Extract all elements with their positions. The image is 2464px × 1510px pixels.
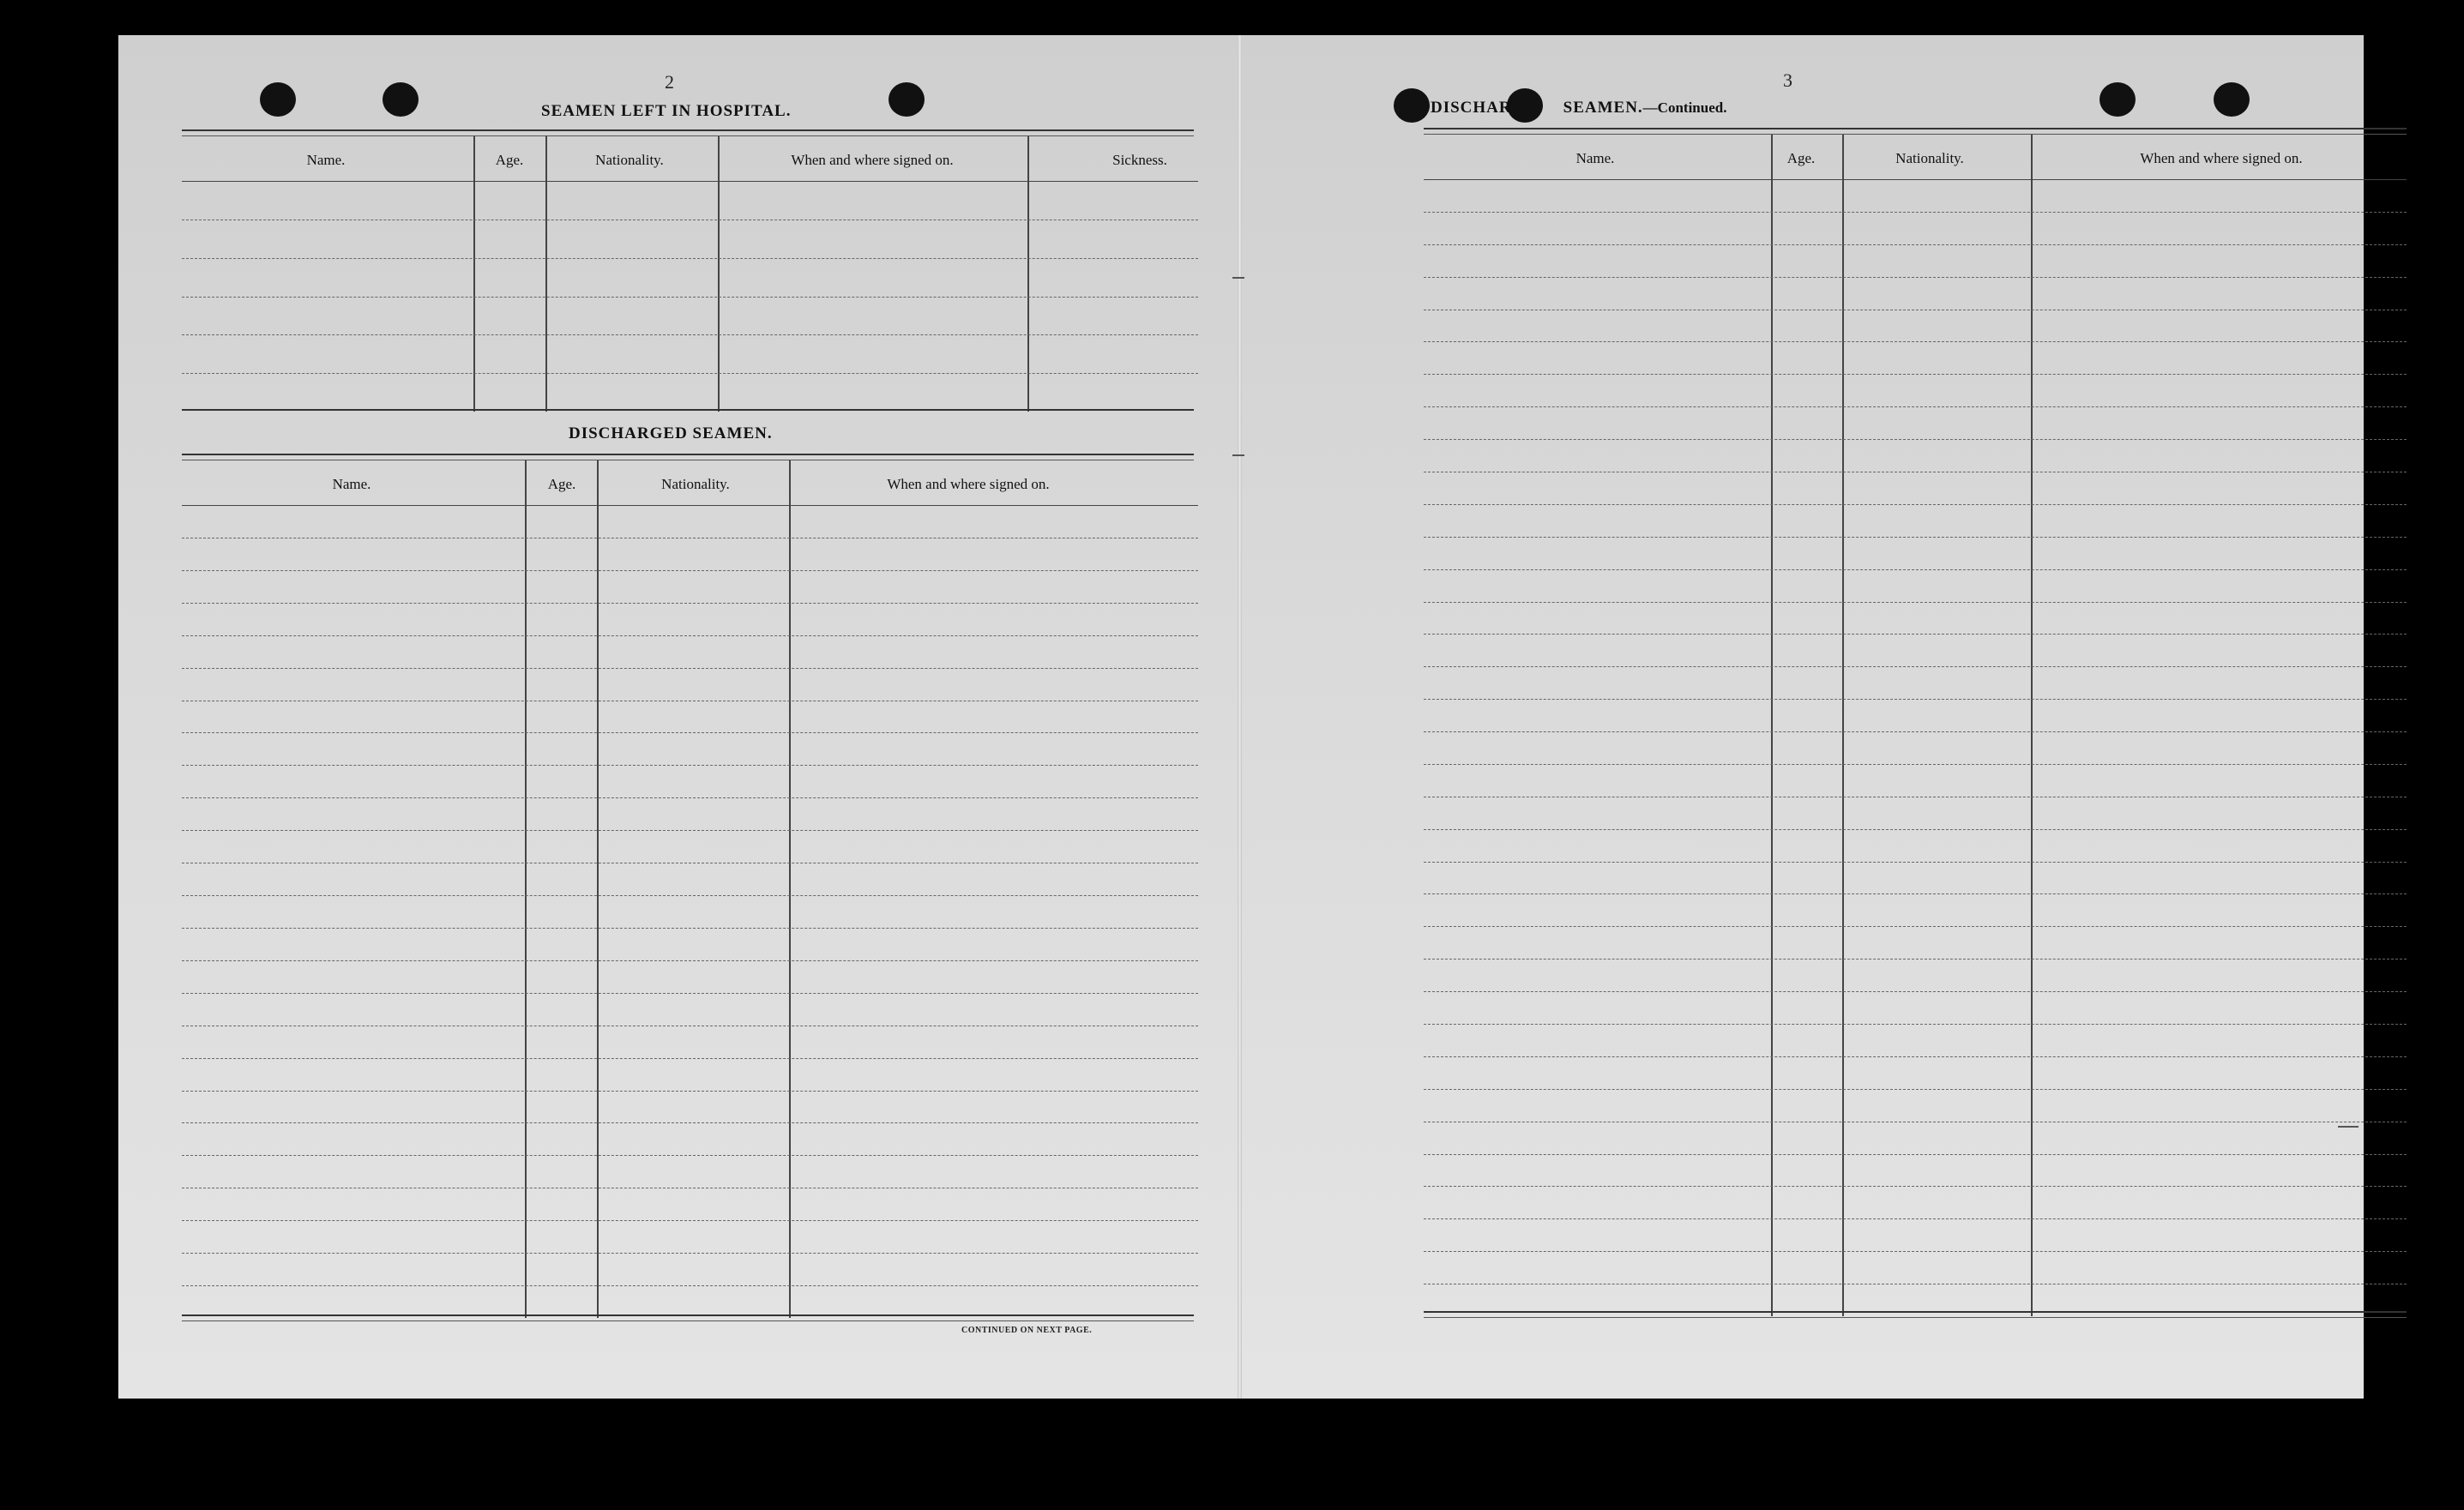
table-row xyxy=(1424,1251,2407,1252)
table-row xyxy=(182,635,1198,636)
table-row xyxy=(1424,1154,2407,1155)
table-row xyxy=(1424,699,2407,700)
table-row xyxy=(1424,1024,2407,1025)
table-row xyxy=(1424,862,2407,863)
table-row xyxy=(182,732,1198,733)
table-row xyxy=(182,1285,1198,1286)
table-row xyxy=(182,765,1198,766)
double-rule xyxy=(182,454,1194,460)
table-row xyxy=(1424,1218,2407,1219)
table-row xyxy=(1424,244,2407,245)
discharged-table xyxy=(1424,135,2407,1316)
double-rule xyxy=(182,129,1194,136)
column-header-age: Age. xyxy=(1786,150,1816,166)
double-rule xyxy=(182,1314,1194,1321)
page-number: 2 xyxy=(665,71,674,93)
table-row xyxy=(1424,504,2407,505)
punch-hole-icon xyxy=(1394,88,1430,123)
table-row xyxy=(182,334,1198,335)
continued-note: CONTINUED ON NEXT PAGE. xyxy=(961,1326,1093,1335)
table-row xyxy=(182,993,1198,994)
table-row xyxy=(1424,666,2407,667)
column-divider xyxy=(1771,135,1773,1316)
table-row xyxy=(182,1122,1198,1123)
discharged-continued-title xyxy=(1431,99,1726,117)
hospital-table xyxy=(182,136,1198,412)
title-continued: —Continued. xyxy=(1642,99,1727,116)
table-row xyxy=(182,960,1198,961)
table-row xyxy=(1424,959,2407,960)
table-row xyxy=(182,297,1198,298)
table-row xyxy=(1424,1186,2407,1187)
left-page xyxy=(118,35,1238,1399)
table-row xyxy=(1424,341,2407,342)
column-header-sickness: Sickness. xyxy=(1112,152,1167,168)
column-divider xyxy=(1027,136,1029,412)
column-header-name: Name. xyxy=(1575,150,1615,166)
column-divider xyxy=(2031,135,2033,1316)
edge-mark xyxy=(2338,1126,2359,1128)
table-row xyxy=(182,1155,1198,1156)
column-divider xyxy=(525,460,527,1318)
punch-hole-icon xyxy=(2214,82,2250,117)
punch-hole-icon xyxy=(383,82,419,117)
column-divider xyxy=(789,460,791,1318)
double-rule xyxy=(1424,128,2407,135)
column-divider xyxy=(597,460,599,1318)
table-row xyxy=(182,668,1198,669)
rule xyxy=(182,409,1194,415)
title-part: SEAMEN. xyxy=(1563,99,1643,117)
column-header-name: Name. xyxy=(332,476,371,492)
table-header xyxy=(1424,135,2407,180)
column-divider xyxy=(718,136,720,412)
document-sheet xyxy=(118,35,2364,1399)
table-row xyxy=(1424,764,2407,765)
table-row xyxy=(1424,277,2407,278)
double-rule xyxy=(1424,1311,2407,1318)
table-row xyxy=(182,1058,1198,1059)
table-row xyxy=(1424,634,2407,635)
table-row xyxy=(1424,602,2407,603)
table-row xyxy=(182,928,1198,929)
column-header-signed-on: When and where signed on. xyxy=(887,476,1050,492)
table-row xyxy=(1424,991,2407,992)
table-row xyxy=(1424,1056,2407,1057)
table-header xyxy=(182,460,1198,506)
table-row xyxy=(182,603,1198,604)
discharged-section-title: DISCHARGED SEAMEN. xyxy=(569,424,773,442)
table-row xyxy=(1424,1089,2407,1090)
column-header-nationality: Nationality. xyxy=(1895,150,1964,166)
table-row xyxy=(182,797,1198,798)
punch-hole-icon xyxy=(889,82,925,117)
table-row xyxy=(182,373,1198,374)
edge-mark xyxy=(1232,454,1244,456)
table-row xyxy=(1424,374,2407,375)
hospital-section-title: SEAMEN LEFT IN HOSPITAL. xyxy=(541,102,792,120)
table-row xyxy=(182,1091,1198,1092)
table-row xyxy=(182,1220,1198,1221)
table-row xyxy=(182,570,1198,571)
table-row xyxy=(182,895,1198,896)
punch-hole-icon xyxy=(2100,82,2136,117)
column-header-signed-on: When and where signed on. xyxy=(791,152,954,168)
right-page xyxy=(1242,35,2364,1399)
table-header xyxy=(182,136,1198,182)
column-header-nationality: Nationality. xyxy=(661,476,730,492)
column-header-signed-on: When and where signed on. xyxy=(2140,150,2303,166)
column-header-nationality: Nationality. xyxy=(595,152,664,168)
table-row xyxy=(1424,893,2407,894)
discharged-table xyxy=(182,460,1198,1318)
table-row xyxy=(1424,829,2407,830)
column-divider xyxy=(545,136,547,412)
table-row xyxy=(1424,439,2407,440)
table-row xyxy=(1424,406,2407,407)
page-number: 3 xyxy=(1783,69,1792,91)
column-divider xyxy=(1842,135,1844,1316)
title-part: DISCHAR xyxy=(1431,99,1512,117)
edge-mark xyxy=(1232,277,1244,279)
column-header-age: Age. xyxy=(547,476,576,492)
punch-hole-icon xyxy=(260,82,296,117)
column-header-age: Age. xyxy=(495,152,524,168)
table-row xyxy=(182,830,1198,831)
table-row xyxy=(182,258,1198,259)
table-row xyxy=(1424,537,2407,538)
table-row xyxy=(1424,569,2407,570)
column-divider xyxy=(473,136,475,412)
column-header-name: Name. xyxy=(306,152,346,168)
table-row xyxy=(1424,212,2407,213)
table-row xyxy=(1424,926,2407,927)
table-row xyxy=(1424,731,2407,732)
table-row xyxy=(182,1253,1198,1254)
